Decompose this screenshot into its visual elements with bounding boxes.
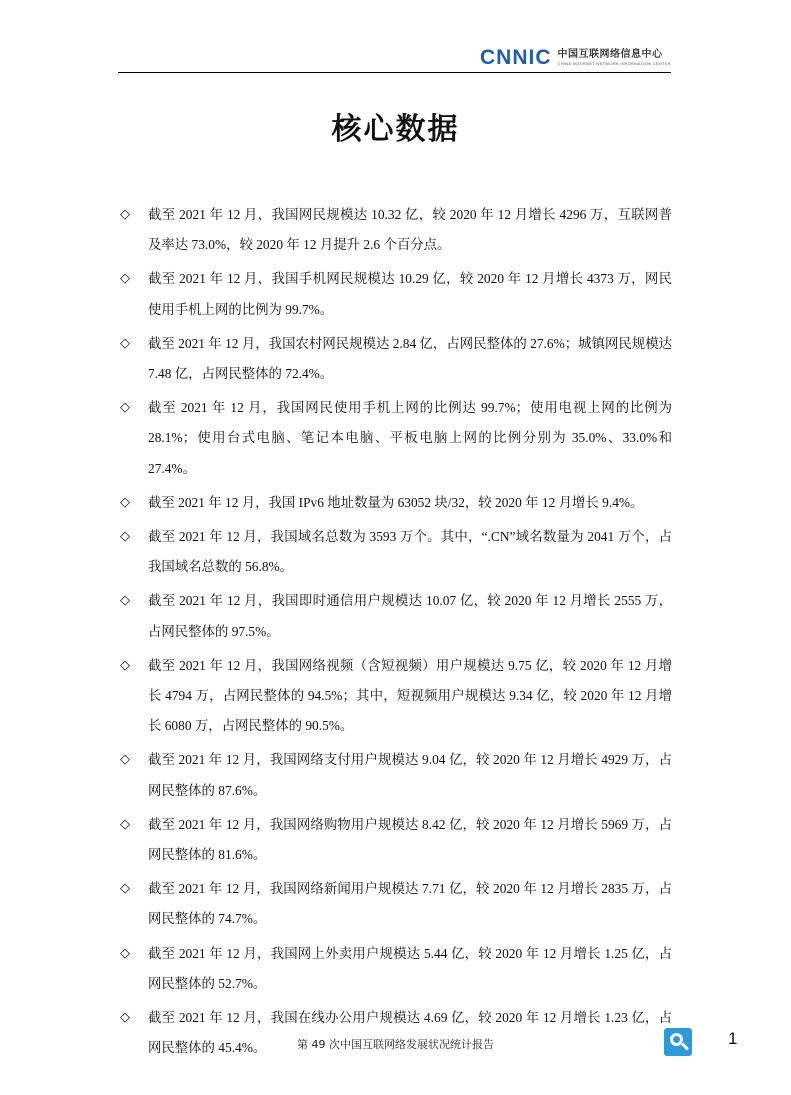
footer-report-name: 第 49 次中国互联网络发展状况统计报告 [297,1038,494,1051]
header-divider [118,72,671,73]
diamond-bullet-icon: ◇ [120,752,130,768]
diamond-bullet-icon: ◇ [120,945,130,961]
list-item-text: 截至 2021 年 12 月，我国网络支付用户规模达 9.04 亿，较 2020 年 12 月增长 4929 万，占网民整体的 87.6%。 [148,752,672,798]
list-item-text: 截至 2021 年 12 月，我国农村网民规模达 2.84 亿，占网民整体的 27.6%；城镇网民规模达 7.48 亿，占网民整体的 72.4%。 [148,335,672,382]
list-item-text: 截至 2021 年 12 月，我国网络视频（含短视频）用户规模达 9.75 亿，较 2020 年 12 月增长 4794 万，占网民整体的 94.5%；其中，短视频用户规模达 9.34 亿，较 2020 年 12 月增长 6080 万，占网民整体的 90.5%。 [148,657,672,734]
list-item [120,522,672,582]
list-item [120,810,672,870]
list-item [120,264,672,324]
list-item [120,874,672,934]
list-item [120,200,672,260]
cnnic-logo [480,48,671,68]
diamond-bullet-icon: ◇ [120,207,130,222]
page-title: 核心数据 [331,112,460,147]
logo-mark: CNNIC [480,46,552,69]
diamond-bullet-icon: ◇ [120,1010,130,1026]
list-item [120,488,672,518]
list-item-text: 截至 2021 年 12 月，我国 IPv6 地址数量为 63052 块/32，较 2020 年 12 月增长 9.4%。 [148,494,644,510]
diamond-bullet-icon: ◇ [120,494,130,510]
logo-text [558,50,672,66]
logo-english-name: CHINA INTERNET NETWORK INFORMATION CENTER [557,61,671,66]
page-header [118,40,671,74]
list-item-text: 截至 2021 年 12 月，我国网络新闻用户规模达 7.71 亿，较 2020 年 12 月增长 2835 万，占网民整体的 74.7%。 [148,881,672,927]
list-item-text: 截至 2021 年 12 月，我国网民规模达 10.32 亿，较 2020 年 12 月增长 4296 万，互联网普及率达 73.0%，较 2020 年 12 月提升 2.6 个百分点。 [148,207,672,253]
list-item [120,1003,672,1063]
list-item-text: 截至 2021 年 12 月，我国网上外卖用户规模达 5.44 亿，较 2020 年 12 月增长 1.25 亿，占网民整体的 52.7%。 [148,945,672,991]
list-item-text: 截至 2021 年 12 月，我国域名总数为 3593 万个。其中，“.CN”域名数量为 2041 万个，占我国域名总数的 56.8%。 [148,529,672,575]
list-item-text: 截至 2021 年 12 月，我国手机网民规模达 10.29 亿，较 2020 年 12 月增长 4373 万，网民使用手机上网的比例为 99.7%。 [148,271,672,317]
list-item-text: 截至 2021 年 12 月，我国网民使用手机上网的比例达 99.7%；使用电视上网的比例为 28.1%；使用台式电脑、笔记本电脑、平板电脑上网的比例分别为 35.0%、33.0%和 27.4%。 [148,400,672,476]
diamond-bullet-icon: ◇ [120,657,130,673]
magnifier-icon [664,1028,692,1056]
diamond-bullet-icon: ◇ [120,400,130,416]
diamond-bullet-icon: ◇ [120,881,130,897]
logo-chinese-name: 中国互联网络信息中心 [557,49,663,60]
key-data-list [120,200,672,1067]
list-item [120,586,672,646]
list-item [120,939,672,999]
list-item [120,745,672,805]
list-item [120,393,672,484]
diamond-bullet-icon: ◇ [120,816,130,832]
list-item-text: 截至 2021 年 12 月，我国即时通信用户规模达 10.07 亿，较 2020 年 12 月增长 2555 万，占网民整体的 97.5%。 [148,593,672,639]
list-item [120,329,672,389]
list-item [120,651,672,742]
page-number: 1 [728,1029,738,1048]
diamond-bullet-icon: ◇ [120,271,130,287]
diamond-bullet-icon: ◇ [120,529,130,545]
list-item-text: 截至 2021 年 12 月，我国网络购物用户规模达 8.42 亿，较 2020 年 12 月增长 5969 万，占网民整体的 81.6%。 [148,816,672,863]
diamond-bullet-icon: ◇ [120,335,130,351]
diamond-bullet-icon: ◇ [120,593,130,609]
list-item-text: 截至 2021 年 12 月，我国在线办公用户规模达 4.69 亿，较 2020 年 12 月增长 1.23 亿，占网民整体的 45.4%。 [148,1010,672,1056]
